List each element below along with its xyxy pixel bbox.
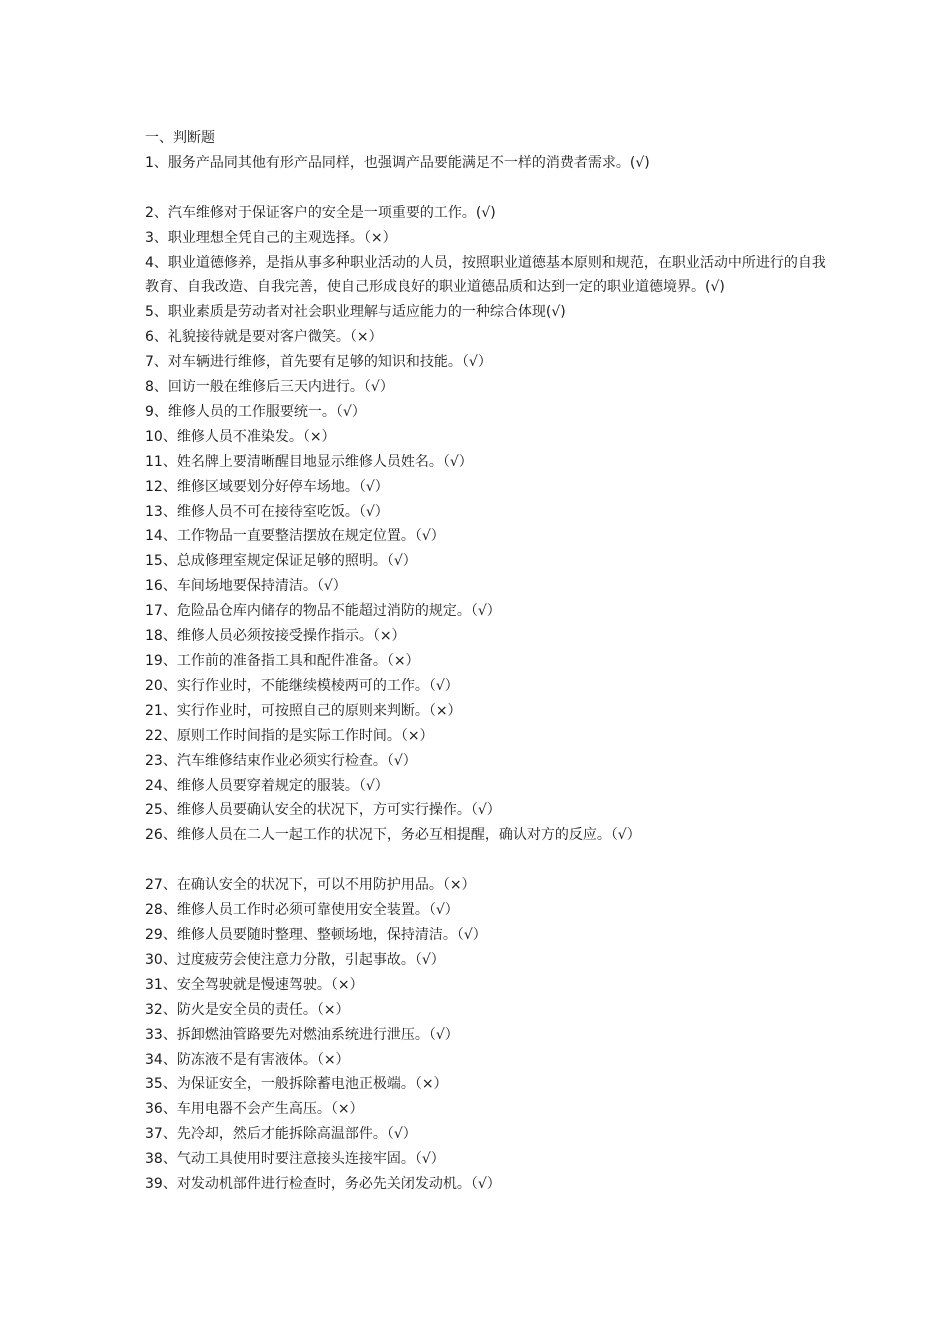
- list-item: 26、维修人员在二人一起工作的状况下，务必互相提醒，确认对方的反应。（√）: [145, 827, 641, 844]
- list-item: 3、职业理想全凭自己的主观选择。（×）: [145, 229, 397, 246]
- list-item: 16、车间场地要保持清洁。（√）: [145, 578, 347, 595]
- list-item: 24、维修人员要穿着规定的服装。（√）: [145, 777, 389, 794]
- list-item: 11、姓名牌上要清晰醒目地显示维修人员姓名。（√）: [145, 453, 473, 470]
- list-item: 8、回访一般在维修后三天内进行。（√）: [145, 379, 394, 396]
- document-page: [145, 126, 835, 1197]
- list-item: 10、维修人员不准染发。（×）: [145, 428, 336, 445]
- list-item: 29、维修人员要随时整理、整顿场地，保持清洁。（√）: [145, 926, 487, 943]
- list-item: 34、防冻液不是有害液体。（×）: [145, 1051, 350, 1068]
- list-item: 32、防火是安全员的责任。（×）: [145, 1001, 350, 1018]
- blank-line: [145, 176, 835, 201]
- list-item: 6、礼貌接待就是要对客户微笑。（×）: [145, 329, 383, 346]
- list-item: 20、实行作业时，不能继续模棱两可的工作。（√）: [145, 677, 459, 694]
- list-item: 30、过度疲劳会使注意力分散，引起事故。（√）: [145, 951, 445, 968]
- list-item: 15、总成修理室规定保证足够的照明。（√）: [145, 553, 417, 570]
- list-item: 37、先冷却，然后才能拆除高温部件。（√）: [145, 1126, 417, 1143]
- list-item: 31、安全驾驶就是慢速驾驶。（×）: [145, 976, 364, 993]
- list-item: 33、拆卸燃油管路要先对燃油系统进行泄压。（√）: [145, 1026, 459, 1043]
- list-item: 2、汽车维修对于保证客户的安全是一项重要的工作。(√): [145, 204, 496, 221]
- list-item: 35、为保证安全，一般拆除蓄电池正极端。（×）: [145, 1076, 448, 1093]
- list-item: 18、维修人员必须按接受操作指示。（×）: [145, 628, 406, 645]
- list-item: 12、维修区域要划分好停车场地。（√）: [145, 478, 389, 495]
- list-item: 27、在确认安全的状况下，可以不用防护用品。（×）: [145, 877, 476, 894]
- list-item: 21、实行作业时，可按照自己的原则来判断。（×）: [145, 702, 462, 719]
- list-item: 23、汽车维修结束作业必须实行检查。（√）: [145, 752, 417, 769]
- section-title: 一、判断题: [145, 130, 215, 146]
- list-item: 1、服务产品同其他有形产品同样，也强调产品要能满足不一样的消费者需求。(√): [145, 154, 650, 171]
- blank-line: [145, 848, 835, 873]
- list-item: 36、车用电器不会产生高压。（×）: [145, 1101, 364, 1118]
- list-item: 13、维修人员不可在接待室吃饭。（√）: [145, 503, 389, 520]
- list-item: 7、对车辆进行维修，首先要有足够的知识和技能。（√）: [145, 354, 492, 371]
- list-item: 9、维修人员的工作服要统一。（√）: [145, 403, 366, 420]
- list-item: 38、气动工具使用时要注意接头连接牢固。（√）: [145, 1151, 445, 1168]
- list-item: 25、维修人员要确认安全的状况下，方可实行操作。（√）: [145, 802, 501, 819]
- list-item: 22、原则工作时间指的是实际工作时间。（×）: [145, 727, 434, 744]
- list-item: 5、职业素质是劳动者对社会职业理解与适应能力的一种综合体现(√): [145, 304, 566, 321]
- list-item: 19、工作前的准备指工具和配件准备。（×）: [145, 653, 420, 670]
- list-item: 39、对发动机部件进行检查时，务必先关闭发动机。（√）: [145, 1176, 501, 1193]
- list-item: 28、维修人员工作时必须可靠使用安全装置。（√）: [145, 902, 459, 919]
- list-item: 4、职业道德修养，是指从事多种职业活动的人员，按照职业道德基本原则和规范，在职业活动中所进行的自我教育、自我改造、自我完善，使自己形成良好的职业道德品质和达到一定的职业道德境界。(√): [145, 254, 826, 296]
- list-item: 14、工作物品一直要整洁摆放在规定位置。（√）: [145, 528, 445, 545]
- list-item: 17、危险品仓库内储存的物品不能超过消防的规定。（√）: [145, 603, 501, 620]
